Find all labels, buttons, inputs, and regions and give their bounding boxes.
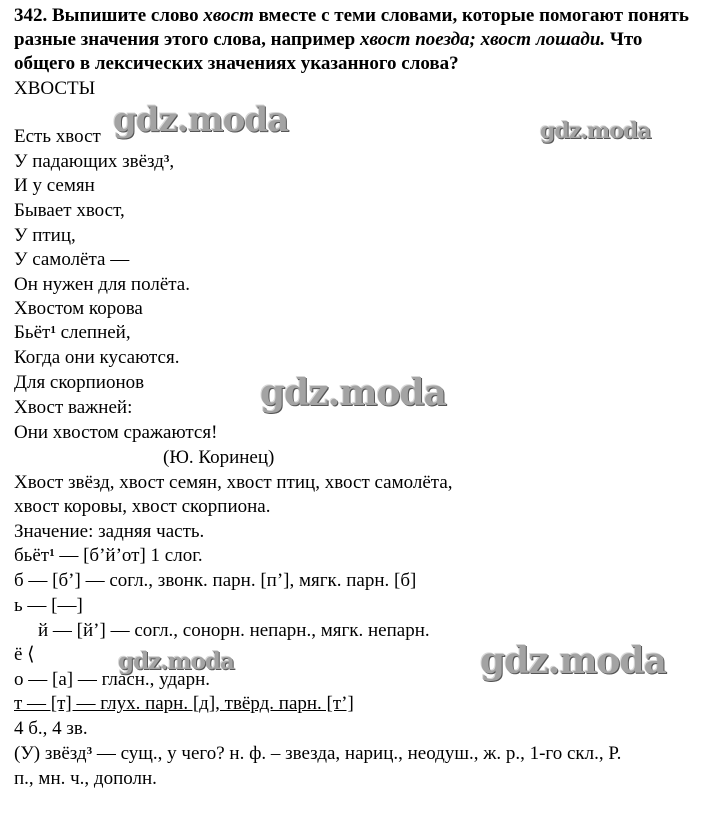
task-word: хвост (203, 5, 254, 26)
poem-line: И у семян (14, 175, 95, 196)
footnote-marker: 3 (86, 745, 93, 757)
footnote-marker: 3 (163, 153, 170, 165)
poem-title: ХВОСТЫ (14, 78, 96, 99)
morph-line: п., мн. ч., дополн. (14, 768, 157, 789)
phonetic-line: ё ⟨ (14, 644, 35, 665)
answer-line: Хвост звёзд, хвост семян, хвост птиц, хвост самолёта, (14, 472, 453, 493)
poem-line: Хвост важней: (14, 397, 133, 418)
poem-line: У самолёта — (14, 249, 130, 270)
watermark: gdz.moda (260, 372, 446, 414)
task-part: вместе с теми словами, которые помогают понять разные значения этого слова, например (14, 5, 689, 50)
poem-line: Есть хвост (14, 126, 101, 147)
morph-line (14, 743, 621, 765)
task-part: Что общего в лексических значениях указанного слова? (14, 29, 643, 74)
answer-text: (У) звёзд (14, 743, 87, 764)
phonetic-line: т — [т] — глух. парн. [д], твёрд. парн. [т’] (14, 693, 354, 714)
poem-text: слепней, (55, 322, 131, 343)
poem-line: Они хвостом сражаются! (14, 422, 218, 443)
phonetic-line: б — [б’] — согл., звонк. парн. [п’], мягк. парн. [б] (14, 570, 417, 591)
phonetic-line (14, 545, 203, 567)
poem-line (14, 322, 131, 344)
poem-text: , (169, 151, 175, 172)
poem-line: Для скорпионов (14, 372, 145, 393)
poem-line (14, 151, 174, 173)
poem-line: Когда они кусаются. (14, 347, 180, 368)
answer-line: 4 б., 4 зв. (14, 718, 88, 739)
phonetic-line: о — [а] — гласн., ударн. (14, 669, 211, 690)
footnote-marker: 1 (50, 324, 56, 336)
answer-line: хвост коровы, хвост скорпиона. (14, 496, 271, 517)
poem-line: У птиц, (14, 225, 76, 246)
answer-text: бьёт (14, 545, 50, 566)
watermark: gdz.moda (480, 640, 666, 682)
task-example: хвост поезда; хвост лошади. (360, 29, 606, 50)
phonetic-line: ь — [—] (14, 595, 83, 616)
phonetic-line: й — [й’] — согл., сонорн. непарн., мягк. непарн. (38, 620, 430, 641)
task-text (14, 4, 704, 76)
poem-line: Он нужен для полёта. (14, 274, 190, 295)
poem-line: Хвостом корова (14, 298, 143, 319)
poem-line: Бывает хвост, (14, 200, 125, 221)
task-number: 342. (14, 5, 48, 26)
answer-line: Значение: задняя часть. (14, 521, 205, 542)
poem-author: (Ю. Коринец) (163, 447, 275, 468)
task-part: Выпишите слово (47, 5, 204, 26)
answer-text: — [б’й’от] 1 слог. (54, 545, 203, 566)
watermark: gdz.moda (113, 100, 289, 140)
poem-text: Бьёт (14, 322, 51, 343)
poem-text: У падающих звёзд (14, 151, 164, 172)
watermark: gdz.moda (540, 118, 651, 144)
footnote-marker: 1 (49, 547, 55, 559)
answer-text: — сущ., у чего? н. ф. – звезда, нариц., неодуш., ж. р., 1-го скл., Р. (92, 743, 622, 764)
watermark: gdz.moda (118, 648, 234, 675)
